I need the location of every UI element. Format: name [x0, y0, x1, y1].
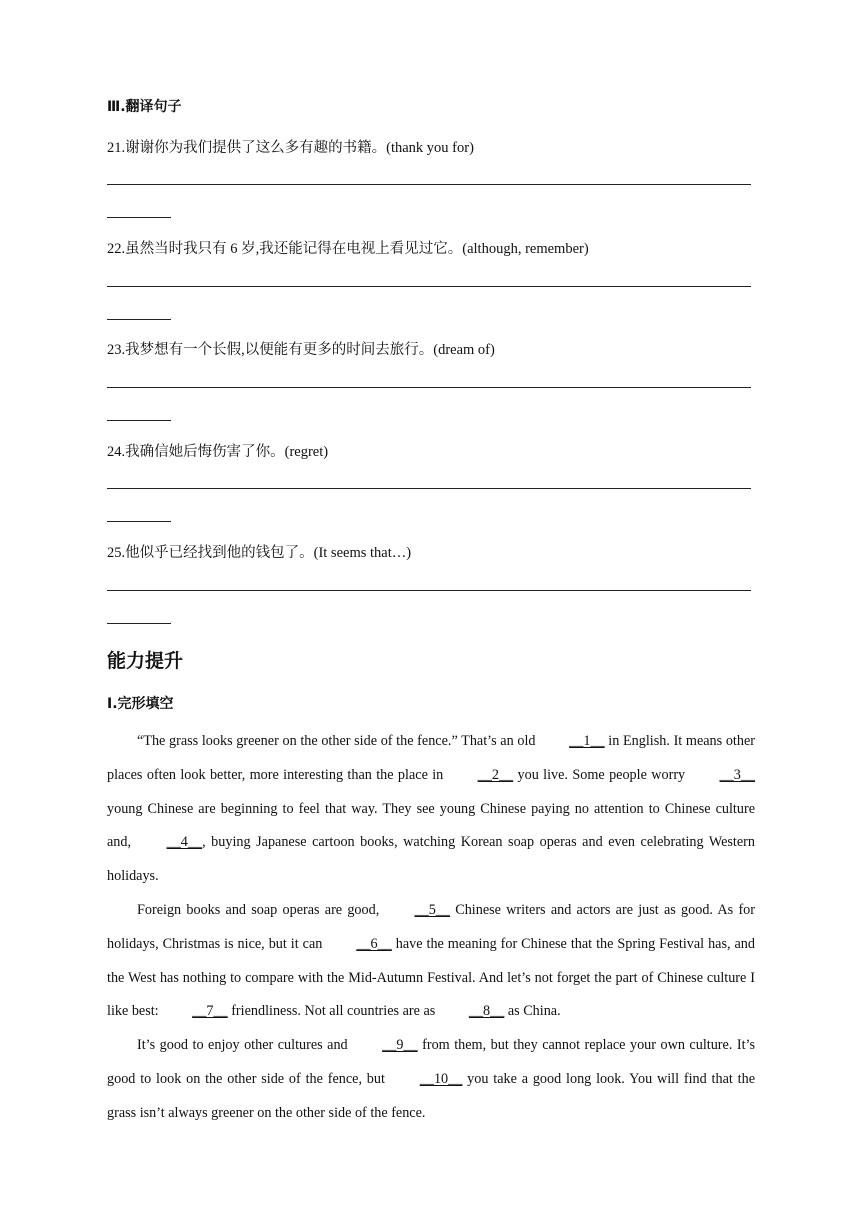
cloze-blank: __9__ [382, 1037, 418, 1053]
question-25: 25.他似乎已经找到他的钱包了。(It seems that…) [107, 545, 412, 561]
paragraph-text: Foreign books and soap operas are good, [137, 902, 385, 918]
cloze-paragraph-3 [107, 1029, 755, 1130]
paragraph-text: as China. [504, 1003, 561, 1020]
paragraph-text: you take a good long look. You will find that the grass isn’t always greener on the other side of the fence. [107, 1070, 755, 1121]
answer-line [107, 488, 751, 489]
cloze-blank: __5__ [414, 902, 450, 918]
answer-line-short [107, 217, 171, 218]
cloze-blank: __8__ [468, 1003, 505, 1020]
question-21: 21.谢谢你为我们提供了这么多有趣的书籍。(thank you for) [107, 140, 474, 156]
answer-line-short [107, 623, 171, 624]
cloze-blank: __4__ [166, 834, 203, 851]
cloze-blank: __6__ [356, 935, 392, 952]
paragraph-text: from them, but they cannot replace your own culture. It’s good to look on the other side of the fence, but [107, 1037, 755, 1087]
paragraph-text: Chinese writers and actors are just as good. As for holidays, Christmas is nice, but it can [107, 902, 755, 952]
answer-line [107, 286, 751, 287]
paragraph-text: It’s good to enjoy other cultures and [137, 1037, 353, 1053]
paragraph-text: young Chinese are beginning to feel that way. They see young Chinese paying no attention to Chinese culture and, [107, 800, 755, 851]
cloze-paragraph-2 [107, 894, 755, 1029]
answer-line [107, 387, 751, 388]
cloze-blank: __1__ [569, 733, 605, 749]
paragraph-text: in English. It means other places often look better, more interesting than the place in [107, 733, 755, 783]
paragraph-text: , buying Japanese cartoon books, watching Korean soap operas and even celebrating Western holidays. [107, 834, 755, 885]
cloze-blank: __2__ [477, 766, 514, 783]
section-title-ability: 能力提升 [107, 650, 184, 672]
cloze-heading: Ⅰ.完形填空 [107, 696, 174, 712]
paragraph-text: friendliness. Not all countries are as [227, 1003, 439, 1020]
paragraph-text: have the meaning for Chinese that the Spring Festival has, and the West has nothing to compare with the Mid-Autumn Festival. And let’s not forget the part of Chinese culture I like best: [107, 935, 755, 1020]
question-22: 22.虽然当时我只有 6 岁,我还能记得在电视上看见过它。(although, remember) [107, 241, 589, 257]
paragraph-text: you live. Some people worry [513, 766, 690, 783]
answer-line-short [107, 420, 171, 421]
cloze-blank: __3__ [719, 766, 755, 783]
question-24: 24.我确信她后悔伤害了你。(regret) [107, 444, 329, 460]
answer-line-short [107, 319, 171, 320]
cloze-blank: __7__ [192, 1003, 228, 1020]
cloze-paragraph-1 [107, 725, 755, 894]
answer-line-short [107, 521, 171, 522]
paragraph-text: “The grass looks greener on the other side of the fence.” That’s an old [137, 733, 540, 749]
answer-line [107, 590, 751, 591]
question-23: 23.我梦想有一个长假,以便能有更多的时间去旅行。(dream of) [107, 342, 495, 358]
answer-line [107, 184, 751, 185]
section-heading-translate: Ⅲ.翻译句子 [107, 99, 182, 115]
cloze-blank: __10__ [419, 1070, 463, 1087]
